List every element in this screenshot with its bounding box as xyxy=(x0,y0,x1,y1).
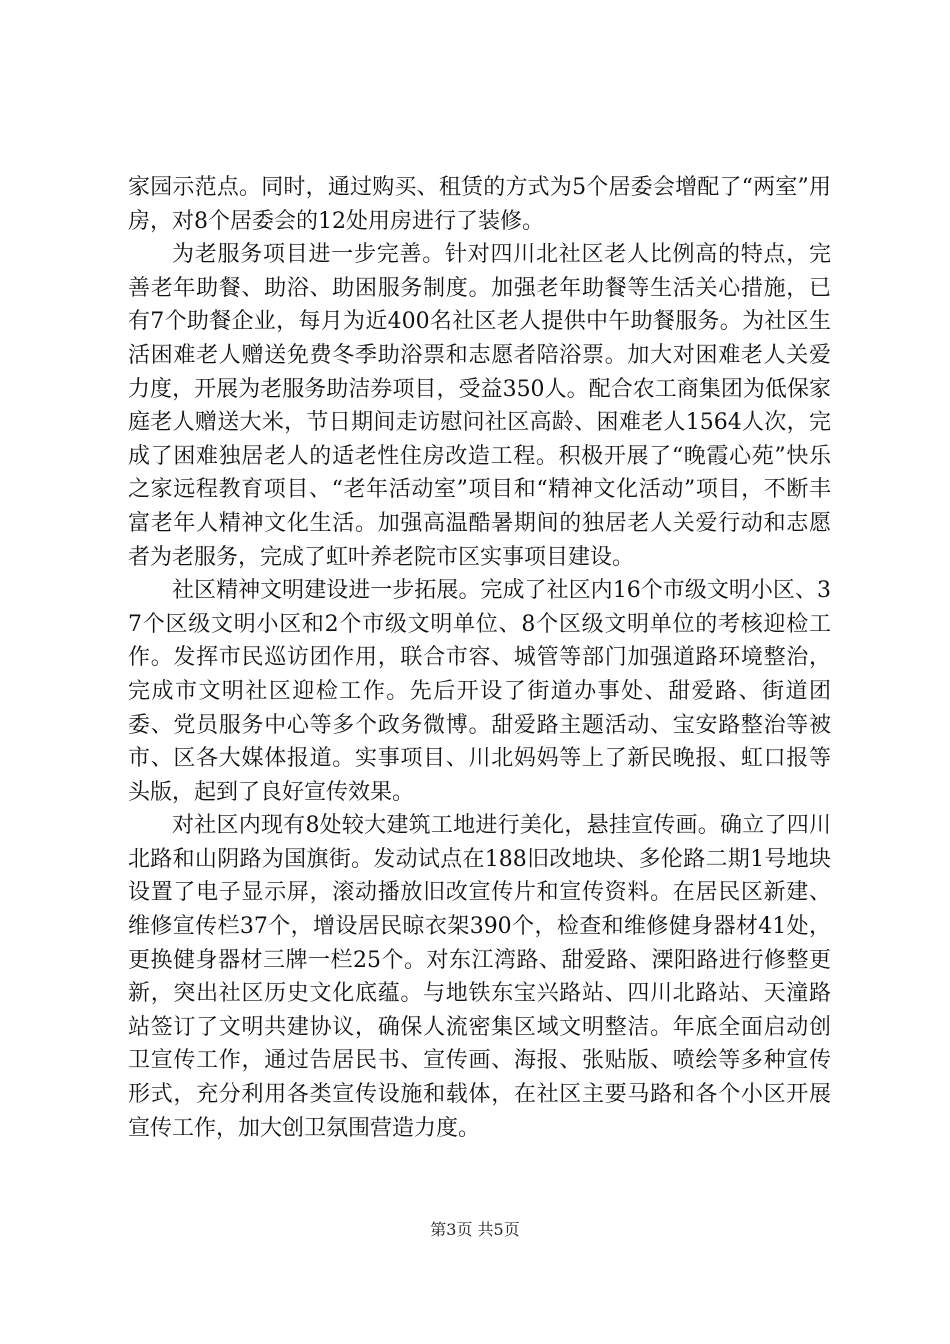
paragraph-continuation: 家园示范点。同时，通过购买、租赁的方式为5个居委会增配了“两室”用房，对8个居委会的12处用房进行了装修。 xyxy=(128,175,831,234)
paragraph-beautification: 对社区内现有8处较大建筑工地进行美化，悬挂宣传画。确立了四川北路和山阴路为国旗街。发动试点在188旧改地块、多伦路二期1号地块设置了电子显示屏，滚动播放旧改宣传片和宣传资料。在居民区新建、维修宣传栏37个，增设居民晾衣架390个，检查和维修健身器材41处，更换健身器材三牌一栏25个。对东江湾路、甜爱路、溧阳路进行修整更新，突出社区历史文化底蕴。与地铁东宝兴路站、四川北路站、天潼路站签订了文明共建协议，确保人流密集区域文明整洁。年底全面启动创卫宣传工作，通过告居民书、宣传画、海报、张贴版、喷绘等多种宣传形式，充分利用各类宣传设施和载体，在社区主要马路和各个小区开展宣传工作，加大创卫氛围营造力度。 xyxy=(128,813,831,1141)
page-number-footer: 第3页 共5页 xyxy=(430,1220,520,1239)
paragraph-civilization-building: 社区精神文明建设进一步拓展。完成了社区内16个市级文明小区、37个区级文明小区和2个市级文明单位、8个区级文明单位的考核迎检工作。发挥市民巡访团作用，联合市容、城管等部门加强道路环境整治，完成市文明社区迎检工作。先后开设了街道办事处、甜爱路、街道团委、党员服务中心等多个政务微博。甜爱路主题活动、宝安路整治等被市、区各大媒体报道。实事项目、川北妈妈等上了新民晚报、虹口报等头版，起到了良好宣传效果。 xyxy=(128,578,831,805)
paragraph-elderly-services: 为老服务项目进一步完善。针对四川北社区老人比例高的特点，完善老年助餐、助浴、助困服务制度。加强老年助餐等生活关心措施，已有7个助餐企业，每月为近400名社区老人提供中午助餐服务。为社区生活困难老人赠送免费冬季助浴票和志愿者陪浴票。加大对困难老人关爱力度，开展为老服务助洁券项目，受益350人。配合农工商集团为低保家庭老人赠送大米，节日期间走访慰问社区高龄、困难老人1564人次，完成了困难独居老人的适老性住房改造工程。积极开展了“晚霞心苑”快乐之家远程教育项目、“老年活动室”项目和“精神文化活动”项目，不断丰富老年人精神文化生活。加强高温酷暑期间的独居老人关爱行动和志愿者为老服务，完成了虹叶养老院市区实事项目建设。 xyxy=(128,242,831,570)
document-page xyxy=(128,171,831,1145)
